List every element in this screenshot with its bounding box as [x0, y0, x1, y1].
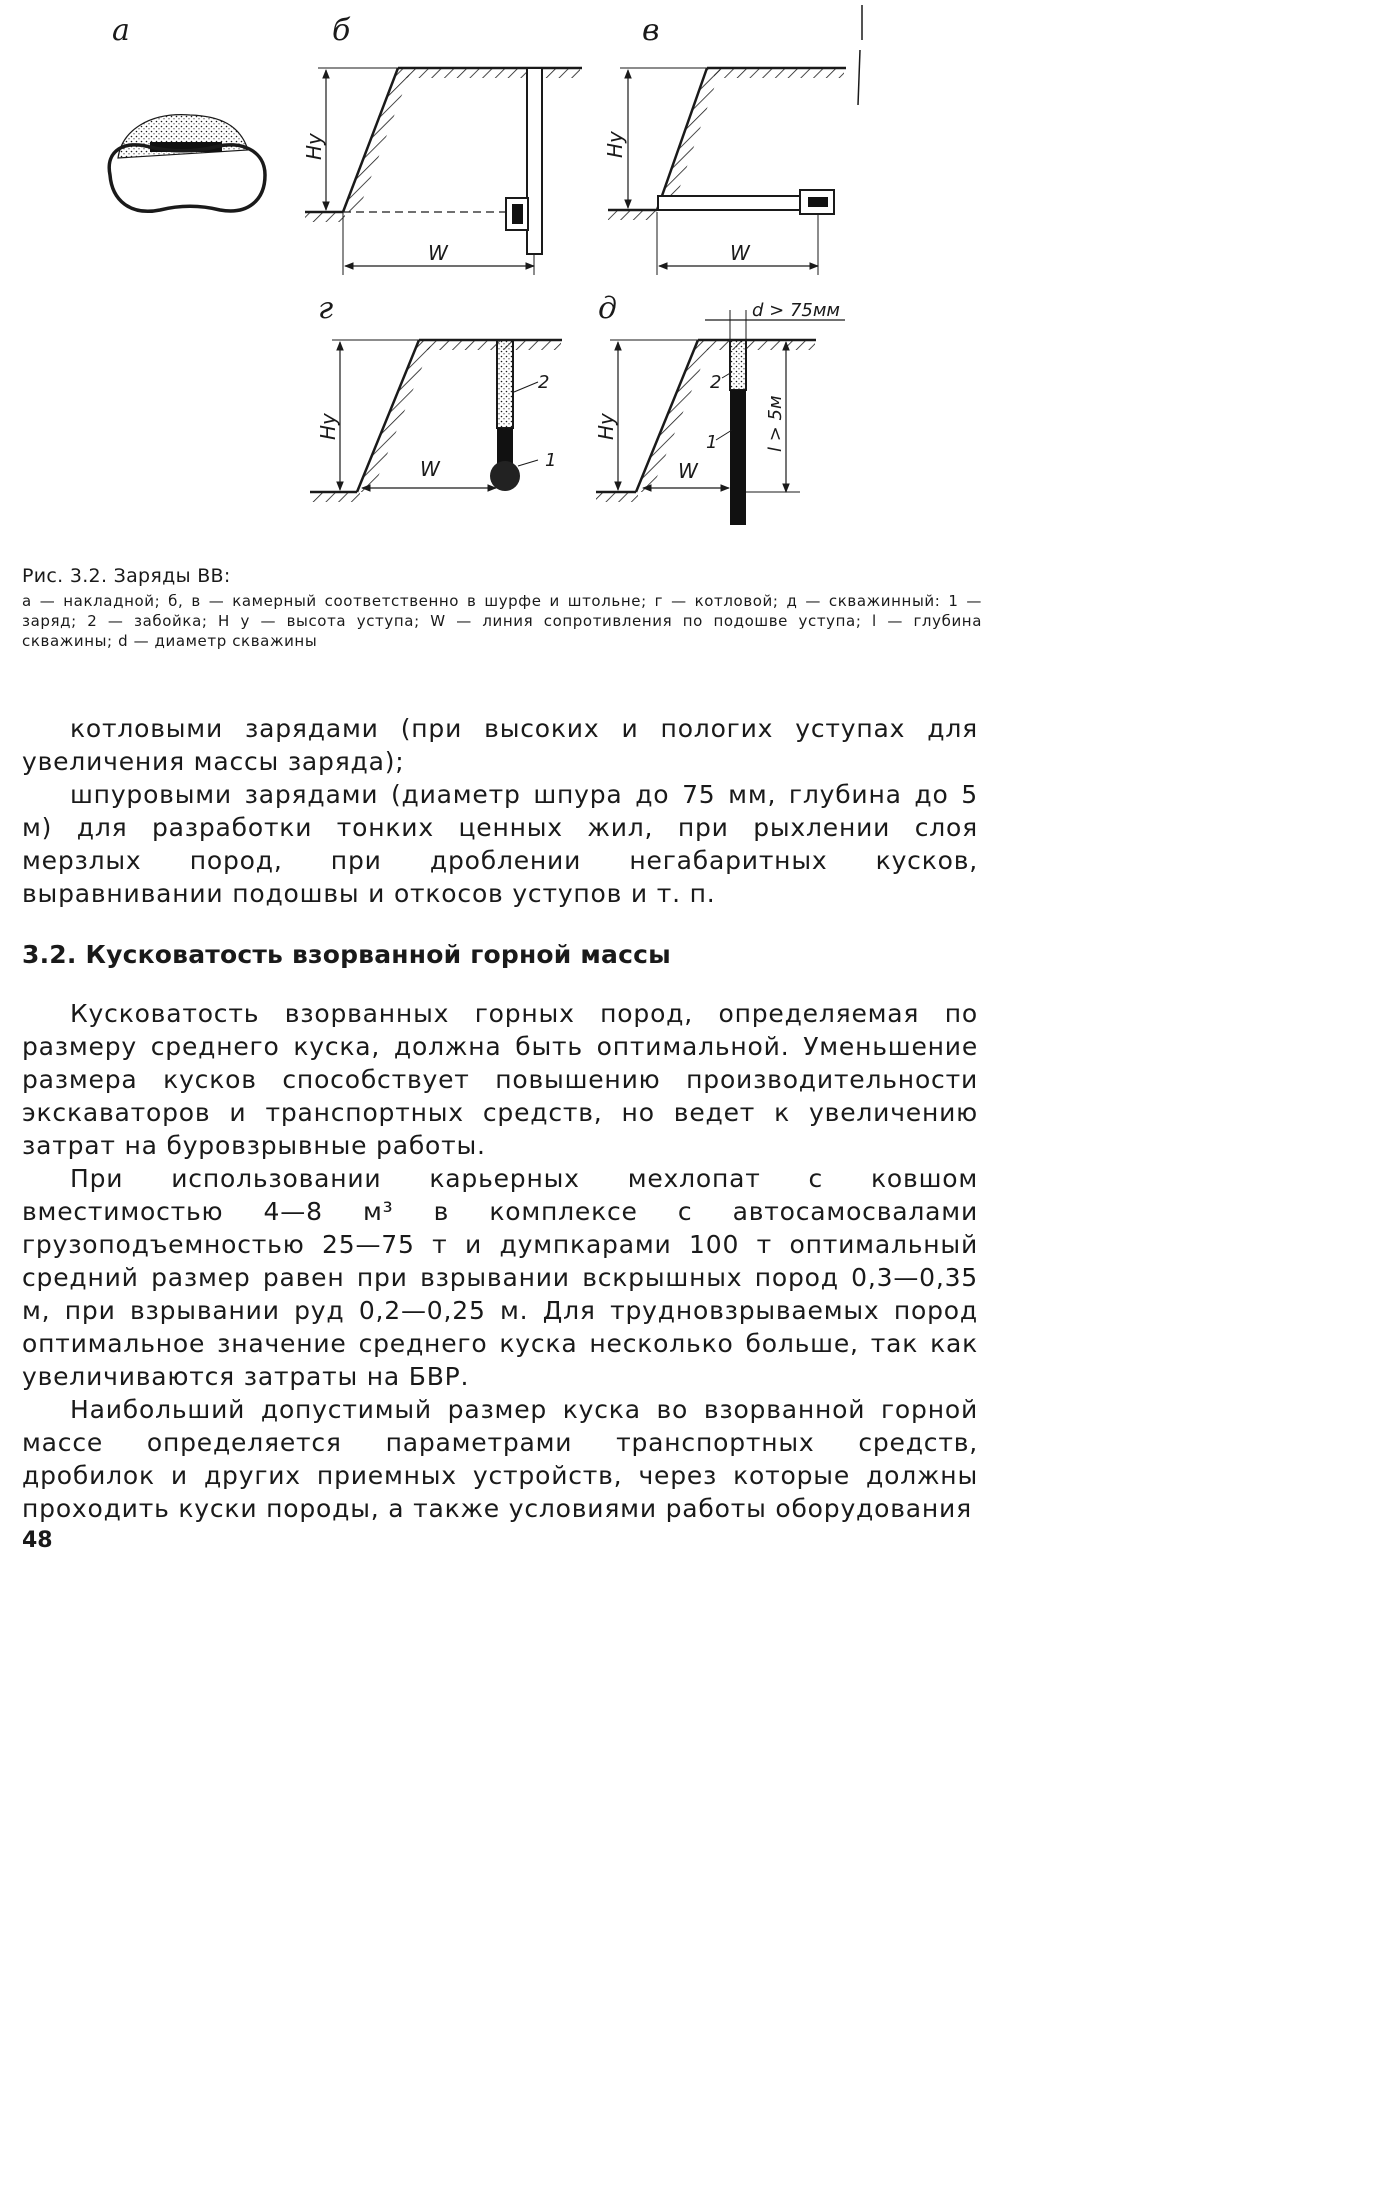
panel-letter-a: а	[112, 13, 130, 48]
slope-hatch	[657, 68, 721, 210]
slope-hatch	[636, 340, 712, 492]
page-edge-line	[858, 50, 860, 105]
charge-label: 1	[706, 432, 718, 453]
caption-title: Рис. 3.2. Заряды ВВ:	[22, 565, 231, 587]
page-number: 48	[22, 1528, 53, 1553]
paragraph: Наибольший допустимый размер куска во взорванной горной массе определяется параметрами транспортных средств, дробилок и других приемных устройств, через которые должны проходить куски породы, а также условиями работы оборудования	[22, 1395, 978, 1523]
height-label: Hу	[603, 131, 627, 158]
bottom-hatch	[310, 492, 360, 502]
top-hatch	[405, 68, 580, 78]
w-label: W	[420, 457, 440, 481]
bottom-hatch	[305, 212, 345, 222]
slope-line	[657, 68, 707, 210]
height-label: Hу	[302, 133, 326, 160]
borehole-charge	[730, 390, 746, 525]
panel-letter-g: г	[318, 291, 334, 326]
adit	[658, 196, 808, 210]
depth-label: l > 5м	[765, 395, 786, 452]
w-label: W	[678, 459, 698, 483]
leader-line	[518, 460, 538, 466]
charge-rect	[808, 197, 828, 207]
w-label: W	[730, 241, 750, 265]
leader-line	[514, 382, 538, 392]
borehole-stemming	[497, 340, 513, 428]
section-heading: 3.2. Кусковатость взорванной горной массы	[22, 940, 671, 969]
bottom-hatch	[596, 492, 638, 502]
slope-hatch	[343, 68, 412, 212]
body-text	[22, 712, 978, 1525]
top-hatch	[705, 340, 815, 350]
paragraph: шпуровыми зарядами (диаметр шпура до 75 мм, глубина до 5 м) для разработки тонких ценных жил, при рыхлении слоя мерзлых пород, при дроблении негабаритных кусков, выравнивании подошвы и откосов уступов и т. п.	[22, 780, 978, 908]
top-hatch	[714, 68, 844, 78]
top-hatch	[426, 340, 561, 350]
panel-g	[310, 291, 562, 502]
bottom-hatch	[608, 210, 658, 220]
shaft	[527, 68, 542, 254]
panel-d	[594, 291, 845, 525]
panel-v	[603, 13, 846, 275]
leader-line	[716, 430, 732, 440]
figure-caption	[22, 565, 982, 651]
height-label: Hу	[594, 413, 618, 440]
diameter-label: d > 75мм	[752, 300, 841, 321]
figure-3-2	[0, 0, 1000, 560]
panel-letter-v: в	[642, 13, 660, 48]
panel-a	[109, 13, 265, 211]
borehole-stemming	[730, 340, 746, 390]
panel-letter-b: б	[332, 13, 351, 48]
stemming-label: 2	[710, 372, 722, 393]
stemming-label: 2	[538, 372, 550, 393]
paragraph: Кусковатость взорванных горных пород, определяемая по размеру среднего куска, должна быть оптимальной. Уменьшение размера кусков способствует повышению производительности экскаваторов и транспортных средств, но ведет к увеличению затрат на буровзрывные работы.	[22, 999, 978, 1160]
caption-text: а — накладной; б, в — камерный соответственно в шурфе и штольне; г — котловой; д — скважинный: 1 — заряд; 2 — забойка; H у — высота уступа; W — линия сопротивления по подошве уступа; l — глубина скважины; d — диаметр скважины	[22, 592, 982, 650]
panel-letter-d: д	[598, 291, 618, 326]
w-label: W	[428, 241, 448, 265]
panel-b	[302, 13, 582, 275]
charge-label: 1	[545, 450, 557, 471]
paragraph: При использовании карьерных мехлопат с ковшом вместимостью 4—8 м³ в комплексе с автосамосвалами грузоподъемностью 25—75 т и думпкарами 100 т оптимальный средний размер равен при взрывании вскрышных пород 0,3—0,35 м, при взрывании руд 0,2—0,25 м. Для трудновзрываемых пород оптимальное значение среднего куска несколько больше, так как увеличиваются затраты на БВР.	[22, 1164, 978, 1391]
pocket-charge	[490, 461, 520, 491]
charge-rect	[512, 204, 523, 224]
slope-line	[343, 68, 398, 212]
slope-line	[357, 340, 419, 492]
height-label: Hу	[316, 413, 340, 440]
paragraph: котловыми зарядами (при высоких и пологих уступах для увеличения массы заряда);	[22, 714, 978, 776]
